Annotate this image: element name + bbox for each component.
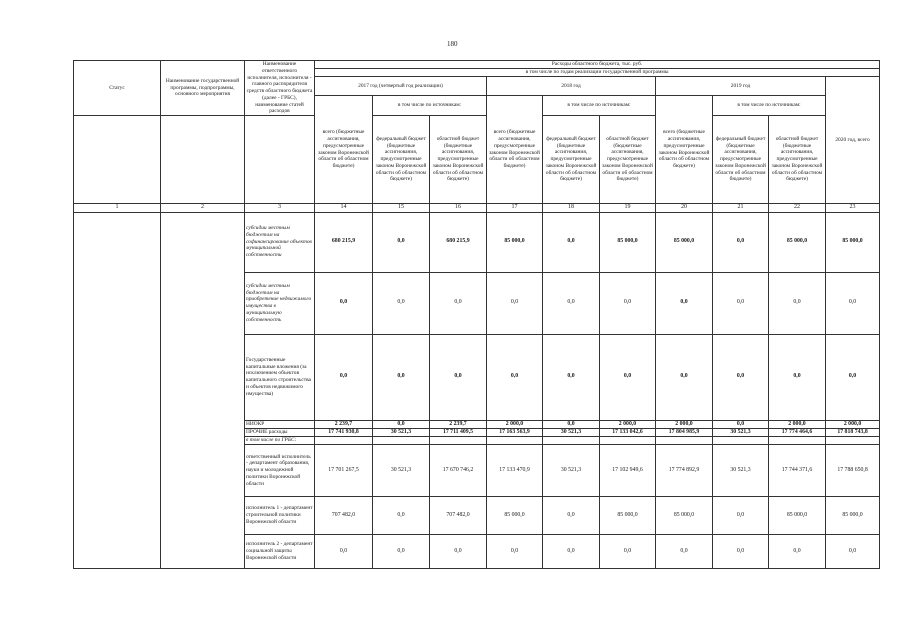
row-label: исполнитель 1 - департамент строительной политики Воронежской области [245, 496, 315, 534]
value-cell: 0,0 [373, 272, 430, 334]
header-program-name: Наименование государственной программы, подпрограммы, основного мероприятия [161, 61, 245, 116]
value-cell: 85 000,0 [826, 496, 880, 534]
value-cell: 17 818 743,8 [826, 428, 880, 436]
value-cell: 17 163 563,9 [487, 428, 543, 436]
value-cell: 0,0 [373, 534, 430, 568]
grbs-caption: в том числе по ГРБС: [245, 436, 315, 444]
page-number: 180 [447, 40, 458, 48]
header-by-years: в том числе по годам реализации государственной программы [315, 69, 880, 77]
value-cell: 0,0 [826, 334, 880, 420]
value-cell: 85 000,0 [487, 212, 543, 272]
header-executor-name: Наименование ответственного исполнителя, исполнителя - главного распорядителя средств областного бюджета (далее - ГРБС), наименование статей расходов [245, 61, 315, 116]
value-cell: 0,0 [487, 534, 543, 568]
value-cell: 0,0 [769, 334, 826, 420]
col-number: 2 [161, 204, 245, 213]
value-cell: 17 804 985,9 [656, 428, 713, 436]
value-cell: 2 000,0 [656, 420, 713, 428]
row-label: субсидии местным бюджетам на приобретение недвижимого имущества в муниципальную собственность [245, 272, 315, 334]
col-number: 18 [543, 204, 600, 213]
table-row [74, 212, 880, 272]
value-cell: 30 521,3 [543, 428, 600, 436]
value-cell: 2 239,7 [430, 420, 487, 428]
value-cell: 680 215,9 [430, 212, 487, 272]
value-cell: 0,0 [713, 534, 769, 568]
value-cell: 0,0 [600, 272, 656, 334]
header-regional-2017: областной бюджет (бюджетные ассигнования, предусмотренные законом Воронежской области об областном бюджете) [430, 116, 487, 204]
row-label: ответственный исполнитель - департамент образования, науки и молодежной политики Воронежской области [245, 444, 315, 496]
value-cell: 17 774 464,6 [769, 428, 826, 436]
header-sources-2019: в том числе по источникам: [713, 96, 826, 116]
value-cell: 0,0 [430, 272, 487, 334]
value-cell: 0,0 [487, 334, 543, 420]
value-cell: 85 000,0 [656, 496, 713, 534]
value-cell: 0,0 [543, 212, 600, 272]
value-cell: 680 215,9 [315, 212, 373, 272]
value-cell: 85 000,0 [487, 496, 543, 534]
value-cell: 85 000,0 [600, 496, 656, 534]
value-cell: 0,0 [373, 496, 430, 534]
header-year-2017: 2017 год (четвертый год реализации) [315, 76, 487, 96]
col-number: 19 [600, 204, 656, 213]
value-cell: 0,0 [713, 334, 769, 420]
col-number: 17 [487, 204, 543, 213]
value-cell: 85 000,0 [769, 212, 826, 272]
row-label: Государственные капитальные вложения (за исключением объектов капитального строительства и объектов недвижимого имущества) [245, 334, 315, 420]
value-cell: 0,0 [487, 272, 543, 334]
program-cell [161, 212, 245, 568]
value-cell: 30 521,3 [373, 444, 430, 496]
value-cell: 0,0 [373, 212, 430, 272]
value-cell: 0,0 [713, 212, 769, 272]
header-total-2018: всего (бюджетные ассигнования, предусмотренные законом Воронежской области об областном бюджете) [487, 96, 543, 204]
header-year-2019: 2019 год [656, 76, 826, 96]
header-federal-2018: федеральный бюджет (бюджетные ассигнования, предусмотренные законом Воронежской области об областном бюджете) [543, 116, 600, 204]
row-label: субсидии местным бюджетам на софинансирование объектов муниципальной собственности [245, 212, 315, 272]
value-cell: 0,0 [826, 534, 880, 568]
value-cell: 0,0 [315, 534, 373, 568]
value-cell: 0,0 [713, 496, 769, 534]
value-cell: 0,0 [656, 534, 713, 568]
value-cell: 707 482,0 [315, 496, 373, 534]
value-cell: 0,0 [430, 534, 487, 568]
header-year-2020-total: 2020 год, всего [826, 76, 880, 203]
col-number: 15 [373, 204, 430, 213]
row-label: НИОКР [245, 420, 315, 428]
value-cell: 0,0 [543, 420, 600, 428]
value-cell: 2 239,7 [315, 420, 373, 428]
header-sources-2018: в том числе по источникам: [543, 96, 656, 116]
value-cell: 17 744 371,6 [769, 444, 826, 496]
value-cell: 0,0 [600, 534, 656, 568]
value-cell: 30 521,3 [713, 444, 769, 496]
col-number: 16 [430, 204, 487, 213]
header-federal-2019: федеральный бюджет (бюджетные ассигнования, предусмотренные законом Воронежской области об областном бюджете) [713, 116, 769, 204]
header-regional-2018: областной бюджет (бюджетные ассигнования, предусмотренные законом Воронежской области об областном бюджете) [600, 116, 656, 204]
row-label: ПРОЧИЕ расходы [245, 428, 315, 436]
value-cell: 0,0 [600, 334, 656, 420]
value-cell: 0,0 [430, 334, 487, 420]
value-cell: 85 000,0 [826, 212, 880, 272]
value-cell: 2 000,0 [487, 420, 543, 428]
value-cell: 0,0 [373, 334, 430, 420]
col-number: 22 [769, 204, 826, 213]
value-cell: 0,0 [543, 534, 600, 568]
header-sources-2017: в том числе по источникам: [373, 96, 487, 116]
header-total-2019: всего (бюджетные ассигнования, предусмотренные законом Воронежской области об областном бюджете) [656, 96, 713, 204]
status-cell [74, 212, 161, 568]
value-cell: 17 133 042,6 [600, 428, 656, 436]
header-federal-2017: федеральный бюджет (бюджетные ассигнования, предусмотренные законом Воронежской области об областном бюджете) [373, 116, 430, 204]
value-cell: 2 000,0 [826, 420, 880, 428]
value-cell: 0,0 [315, 272, 373, 334]
col-number: 23 [826, 204, 880, 213]
header-year-2018: 2018 год [487, 76, 656, 96]
value-cell: 0,0 [315, 334, 373, 420]
budget-table [73, 60, 880, 569]
value-cell: 0,0 [656, 334, 713, 420]
value-cell: 2 000,0 [769, 420, 826, 428]
row-label: исполнитель 2 - департамент социальной защиты Воронежской области [245, 534, 315, 568]
value-cell: 17 741 930,8 [315, 428, 373, 436]
col-number: 21 [713, 204, 769, 213]
value-cell: 17 774 892,9 [656, 444, 713, 496]
column-numbers-row [74, 204, 880, 213]
value-cell: 17 788 650,8 [826, 444, 880, 496]
value-cell: 30 521,3 [543, 444, 600, 496]
value-cell: 17 670 746,2 [430, 444, 487, 496]
col-number: 3 [245, 204, 315, 213]
value-cell: 0,0 [769, 534, 826, 568]
col-number: 14 [315, 204, 373, 213]
value-cell: 17 701 267,5 [315, 444, 373, 496]
value-cell: 17 102 949,6 [600, 444, 656, 496]
header-status: Статус [74, 61, 161, 116]
value-cell: 0,0 [713, 272, 769, 334]
header-expenses-title: Расходы областного бюджета, тыс. руб. [315, 61, 880, 69]
value-cell: 0,0 [656, 272, 713, 334]
value-cell: 0,0 [373, 420, 430, 428]
value-cell: 0,0 [769, 272, 826, 334]
header-total-2017: всего (бюджетные ассигнования, предусмотренные законом Воронежской области об областном бюджете) [315, 96, 373, 204]
value-cell: 85 000,0 [600, 212, 656, 272]
value-cell: 0,0 [543, 334, 600, 420]
value-cell: 30 521,3 [373, 428, 430, 436]
value-cell: 85 000,0 [769, 496, 826, 534]
header-regional-2019: областной бюджет (бюджетные ассигнования, предусмотренные законом Воронежской области об областном бюджете) [769, 116, 826, 204]
value-cell: 17 711 409,5 [430, 428, 487, 436]
value-cell: 0,0 [826, 272, 880, 334]
col-number: 1 [74, 204, 161, 213]
value-cell: 85 000,0 [656, 212, 713, 272]
value-cell: 2 000,0 [600, 420, 656, 428]
value-cell: 0,0 [713, 420, 769, 428]
value-cell: 707 482,0 [430, 496, 487, 534]
value-cell: 0,0 [543, 272, 600, 334]
value-cell: 30 521,3 [713, 428, 769, 436]
value-cell: 17 133 470,9 [487, 444, 543, 496]
col-number: 20 [656, 204, 713, 213]
value-cell: 0,0 [543, 496, 600, 534]
